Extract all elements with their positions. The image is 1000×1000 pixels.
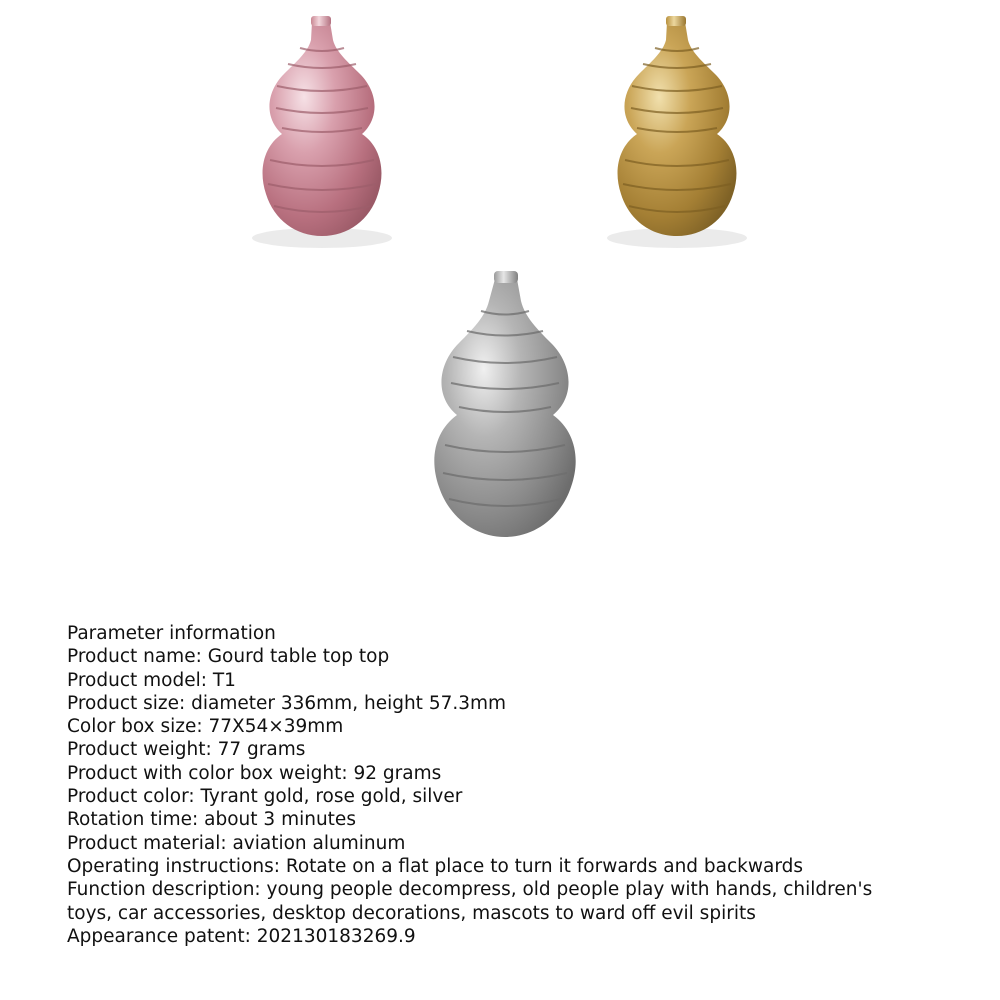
- product-color: Product color: Tyrant gold, rose gold, silver: [67, 786, 463, 808]
- product-size: Product size: diameter 336mm, height 57.3mm: [67, 692, 507, 714]
- product-material: Product material: aviation aluminum: [67, 832, 406, 854]
- parameter-heading: Parameter information: [67, 623, 276, 644]
- parameter-information-block: [67, 622, 967, 948]
- rotation-time: Rotation time: about 3 minutes: [67, 809, 356, 831]
- product-name: Product name: Gourd table top top: [67, 646, 390, 668]
- color-box-size: Color box size: 77X54×39mm: [67, 716, 344, 738]
- product-box-weight: Product with color box weight: 92 grams: [67, 762, 442, 784]
- appearance-patent: Appearance patent: 202130183269.9: [67, 925, 416, 947]
- product-weight: Product weight: 77 grams: [67, 739, 306, 761]
- rose-gold-gourd-top-image: [230, 0, 410, 255]
- operating-instructions: Operating instructions: Rotate on a flat place to turn it forwards and backwards: [67, 855, 804, 877]
- silver-gourd-top-image: [405, 255, 605, 555]
- product-model: Product model: T1: [67, 669, 236, 691]
- gold-gourd-top-image: [585, 0, 765, 255]
- function-description: Function description: young people decompress, old people play with hands, children's toys, car accessories, desktop decorations, mascots to ward off evil spirits: [67, 879, 879, 924]
